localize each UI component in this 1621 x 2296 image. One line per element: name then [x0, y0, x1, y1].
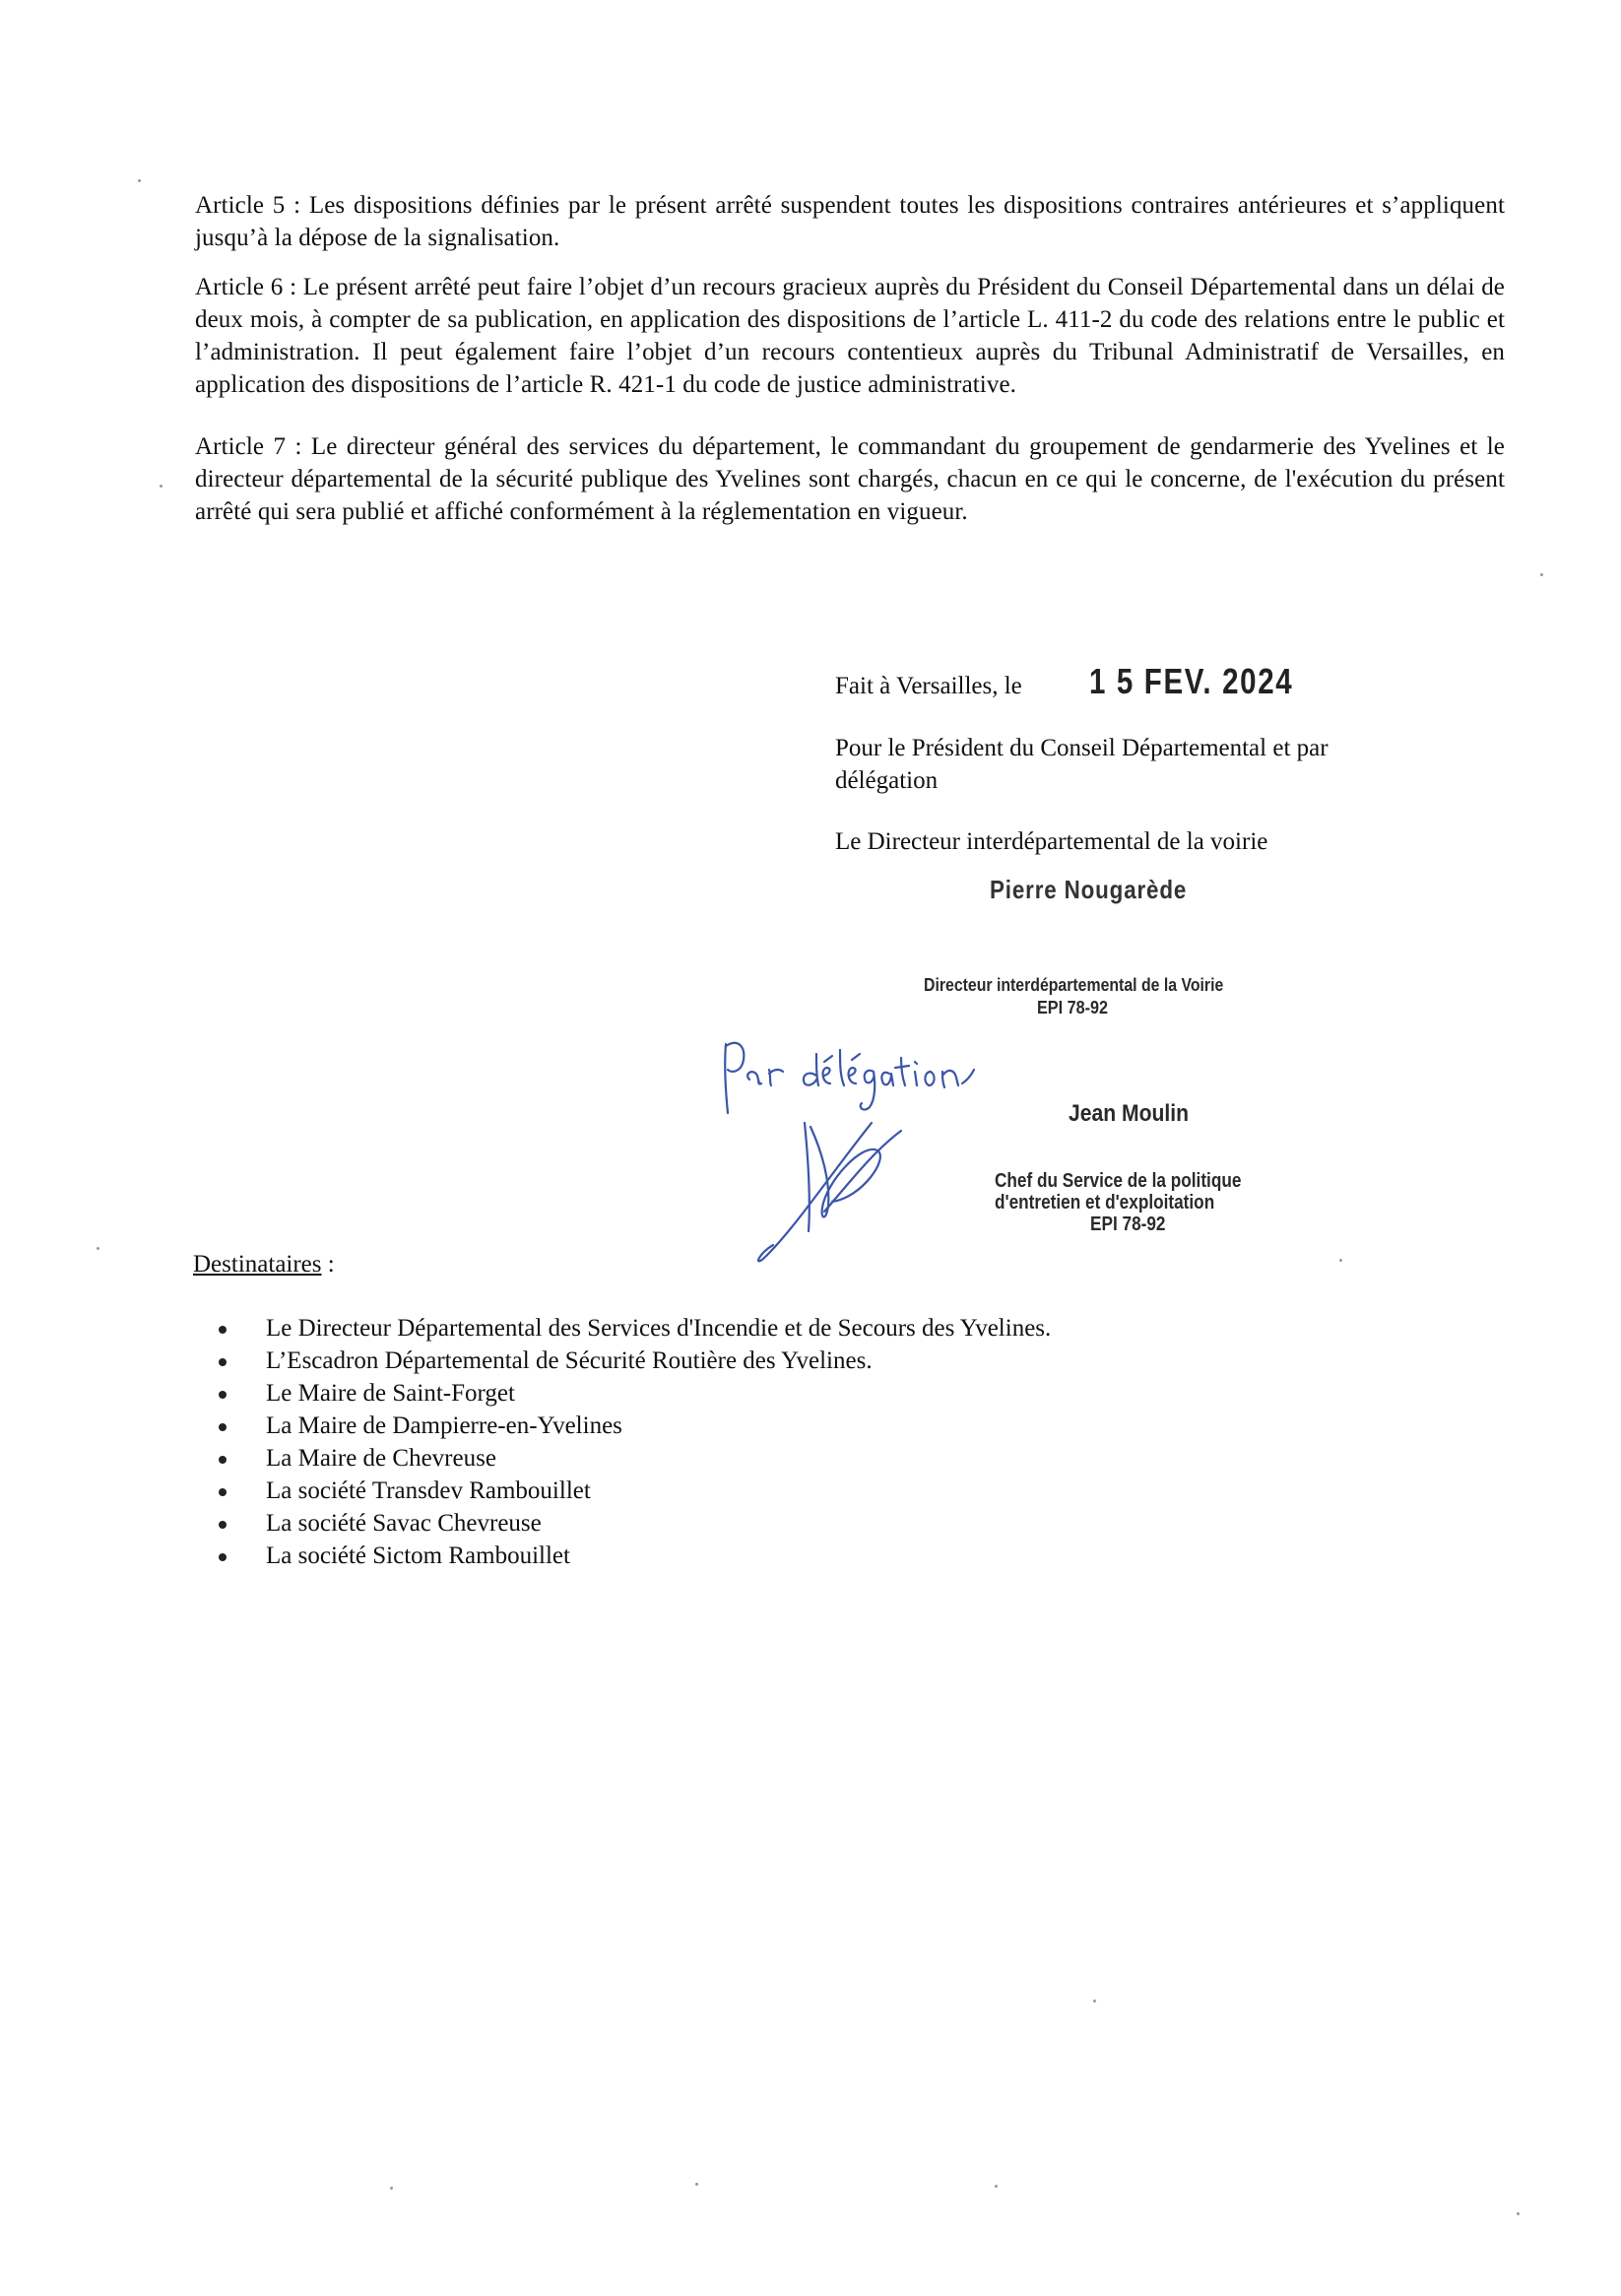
recipients-title	[193, 1248, 335, 1280]
scan-speck	[1339, 1259, 1342, 1262]
list-item	[215, 1377, 1051, 1410]
scan-speck	[97, 1247, 99, 1250]
recipient-text: Le Maire de Saint-Forget	[266, 1380, 515, 1407]
recipient-text: La société Transdev Rambouillet	[266, 1477, 591, 1504]
scan-speck	[138, 179, 141, 182]
recipients-title-colon: :	[321, 1251, 335, 1278]
scan-speck	[1517, 2212, 1520, 2215]
list-item	[215, 1442, 1051, 1475]
recipient-text: La Maire de Chevreuse	[266, 1445, 496, 1472]
scan-speck	[695, 2183, 698, 2186]
recipient-text: La société Savac Chevreuse	[266, 1510, 542, 1537]
list-item	[215, 1475, 1051, 1507]
bullet-icon	[219, 1553, 227, 1561]
bullet-icon	[219, 1423, 227, 1431]
handwritten-signature	[714, 1024, 1069, 1280]
bullet-icon	[219, 1358, 227, 1366]
article-6: Article 6 : Le présent arrêté peut faire l’objet d’un recours gracieux auprès du Président du Conseil Départemental dans un délai de deux mois, à compter de sa publication, en application des dispositions de l’article L. 411-2 du code des relations entre le public et l’administration. Il peut également faire l’objet d’un recours contentieux auprès du Tribunal Administratif de Versailles, en application des dispositions de l’article R. 421-1 du code de justice administrative.	[195, 274, 1505, 398]
stamp-service-line-1: Chef du Service de la politique	[995, 1170, 1242, 1192]
signatory-name-stamp: Pierre Nougarède	[990, 875, 1188, 904]
recipient-text: La société Sictom Rambouillet	[266, 1542, 570, 1569]
place-and-date-label: Fait à Versailles, le	[835, 673, 1022, 699]
signatory-title: Le Directeur interdépartemental de la voirie	[835, 828, 1268, 855]
article-7: Article 7 : Le directeur général des services du département, le commandant du groupement de gendarmerie des Yvelines et le directeur départemental de la sécurité publique des Yvelines sont chargés, chacun en ce qui le concerne, de l'exécution du présent arrêté qui sera publié et affiché conformément à la réglementation en vigueur.	[195, 433, 1505, 525]
bullet-icon	[219, 1326, 227, 1334]
list-item	[215, 1540, 1051, 1572]
scan-speck	[1540, 573, 1543, 576]
stamp-epi-line: EPI 78-92	[1037, 998, 1109, 1017]
stamp-name: Jean Moulin	[1069, 1100, 1190, 1127]
list-item	[215, 1410, 1051, 1442]
stamp-service-line-3: EPI 78-92	[1090, 1214, 1166, 1235]
article-5: Article 5 : Les dispositions définies par le présent arrêté suspendent toutes les dispositions contraires antérieures et s’appliquent jusqu’à la dépose de la signalisation.	[195, 192, 1505, 251]
list-item	[215, 1507, 1051, 1540]
bullet-icon	[219, 1521, 227, 1529]
recipients-title-text: Destinataires	[193, 1251, 322, 1278]
recipient-text: La Maire de Dampierre-en-Yvelines	[266, 1412, 622, 1439]
date-stamp: 1 5 FEV. 2024	[1089, 661, 1294, 701]
stamp-service-line-2: d'entretien et d'exploitation	[995, 1192, 1215, 1214]
bullet-icon	[219, 1456, 227, 1464]
bullet-icon	[219, 1488, 227, 1496]
bullet-icon	[219, 1391, 227, 1399]
scan-speck	[390, 2187, 393, 2190]
stamp-department-line: Directeur interdépartemental de la Voirie	[924, 975, 1224, 995]
list-item	[215, 1312, 1051, 1345]
recipient-text: L’Escadron Départemental de Sécurité Routière des Yvelines.	[266, 1347, 873, 1374]
list-item	[215, 1345, 1051, 1377]
scan-speck	[995, 2185, 998, 2188]
recipients-list	[215, 1312, 1051, 1572]
scan-speck	[1093, 2000, 1096, 2002]
scan-speck	[160, 485, 162, 488]
delegation-statement: Pour le Président du Conseil Départemental et par délégation	[835, 735, 1329, 794]
recipient-text: Le Directeur Départemental des Services d'Incendie et de Secours des Yvelines.	[266, 1315, 1052, 1342]
